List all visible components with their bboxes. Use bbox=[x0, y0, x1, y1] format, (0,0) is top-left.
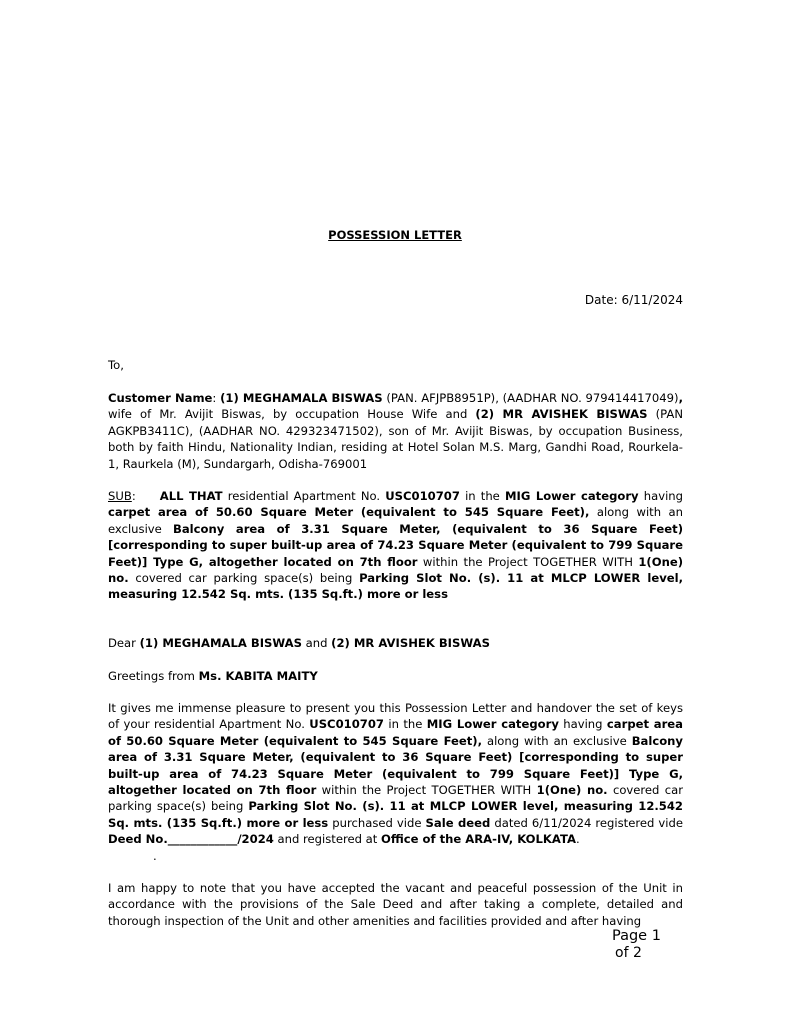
para1-text-1: It gives me immense pleasure to present you this Possession Letter and handover the set of keys of your residential Apartment No. bbox=[108, 701, 683, 732]
greeting-sender: Ms. KABITA MAITY bbox=[198, 669, 318, 683]
para1-text-3: having bbox=[558, 717, 607, 732]
subject-balcony-area: Balcony area of 3.31 Square Meter, (equivalent to 36 Square Feet) [corresponding to super built-up area of 74.23 Square Meter (equivalent to 799 Square Feet)] Type G, altogether located on 7th floor bbox=[108, 521, 683, 569]
para1-carpet-area: carpet area of 50.60 Square Meter (equivalent to 545 Square Feet), bbox=[108, 717, 683, 748]
date-line: Date: 6/11/2024 bbox=[584, 293, 683, 307]
customer-label: Customer Name bbox=[108, 391, 213, 405]
subject-parking-slot: Parking Slot No. (s). 11 at MLCP LOWER level, measuring 12.542 Sq. mts. (135 Sq.ft.) more or less bbox=[108, 571, 684, 602]
salutation-name-1: (1) MEGHAMALA BISWAS bbox=[139, 636, 302, 650]
stray-dot: . bbox=[153, 849, 157, 863]
para1-text-6: covered car parking space(s) being bbox=[108, 783, 683, 814]
para1-balcony-area: Balcony area of 3.31 Square Meter, (equivalent to 36 Square Feet) [corresponding to super built-up area of 74.23 Square Meter (equivalent to 799 Square Feet)] Type G, altogether located on 7th floor bbox=[108, 733, 683, 798]
customer-details bbox=[108, 390, 683, 472]
customer-comma: , bbox=[678, 391, 683, 405]
subject-text-2: in the bbox=[459, 489, 505, 503]
salutation-name-2: (2) MR AVISHEK BISWAS bbox=[331, 636, 490, 650]
page-number: Page 1 bbox=[612, 928, 661, 944]
addressee-to: To, bbox=[108, 358, 124, 372]
subject-label: SUB bbox=[108, 489, 132, 503]
subject-parking-count: 1(One) no. bbox=[108, 554, 683, 586]
para1-text-9: and registered at bbox=[273, 832, 381, 847]
para1-category: MIG Lower category bbox=[426, 717, 559, 732]
subject-paragraph bbox=[108, 488, 683, 603]
customer-id-1: (PAN. AFJPB8951P), (AADHAR NO. 979414417049) bbox=[382, 391, 679, 405]
para1-sale-deed: Sale deed bbox=[425, 815, 491, 830]
para1-text-2: in the bbox=[383, 717, 427, 732]
subject-text-1: residential Apartment No. bbox=[222, 489, 386, 503]
customer-address: (PAN AGKPB3411C), (AADHAR NO. 429323471502), son of Mr. Avijit Biswas, by occupation Business, both by faith Hindu, Nationality Indian, residing at Hotel Solan M.S. Marg, Gandhi Road, Rourkela-1, Raurkela (M), Sundargarh, Odisha-769001 bbox=[108, 407, 683, 471]
subject-text-5: within the Project TOGETHER WITH bbox=[417, 554, 639, 569]
subject-apartment-no: USC010707 bbox=[385, 489, 460, 503]
para1-apartment-no: USC010707 bbox=[309, 717, 384, 732]
subject-colon: : bbox=[131, 489, 136, 503]
para1-text-8: dated 6/11/2024 registered vide bbox=[490, 815, 683, 830]
customer-name-2: (2) MR AVISHEK BISWAS bbox=[475, 407, 648, 422]
greeting-text: Greetings from bbox=[108, 669, 199, 683]
acceptance-paragraph: I am happy to note that you have accepted the vacant and peaceful possession of the Unit in accordance with the provisions of the Sale Deed and after taking a complete, detailed and thorough inspection of the Unit and other amenities and facilities provided and after having bbox=[108, 881, 683, 928]
para1-parking-slot: Parking Slot No. (s). 11 at MLCP LOWER level, measuring 12.542 Sq. mts. (135 Sq.ft.) more or less bbox=[108, 799, 683, 830]
para1-text-4: along with an exclusive bbox=[482, 733, 632, 748]
customer-colon: : bbox=[212, 391, 221, 405]
salutation bbox=[108, 635, 683, 651]
customer-name-1: (1) MEGHAMALA BISWAS bbox=[220, 391, 383, 405]
subject-all-that: ALL THAT bbox=[159, 489, 223, 503]
subject-text-4: along with an exclusive bbox=[108, 505, 684, 536]
para1-text-5: within the Project TOGETHER WITH bbox=[316, 783, 537, 798]
para1-parking-count: 1(One) no. bbox=[536, 783, 608, 798]
para1-text-10: . bbox=[575, 832, 580, 847]
customer-relation-1: wife of Mr. Avijit Biswas, by occupation House Wife and bbox=[108, 407, 476, 422]
salutation-dear: Dear bbox=[108, 636, 140, 650]
document-title: POSSESSION LETTER bbox=[328, 228, 462, 242]
para1-text-7: purchased vide bbox=[328, 815, 426, 830]
para1-registry-office: Office of the ARA-IV, KOLKATA bbox=[380, 832, 576, 847]
subject-text-3: having bbox=[638, 489, 683, 503]
subject-carpet-area: carpet area of 50.60 Square Meter (equivalent to 545 Square Feet), bbox=[108, 505, 590, 520]
subject-text-6: covered car parking space(s) being bbox=[128, 571, 360, 586]
possession-paragraph bbox=[108, 700, 683, 848]
subject-category: MIG Lower category bbox=[504, 489, 639, 503]
greeting-line bbox=[108, 668, 683, 684]
salutation-and: and bbox=[301, 636, 332, 650]
para1-deed-no: Deed No.____________/2024 bbox=[108, 832, 274, 847]
page-number-cut-line: of 2 bbox=[615, 945, 642, 961]
